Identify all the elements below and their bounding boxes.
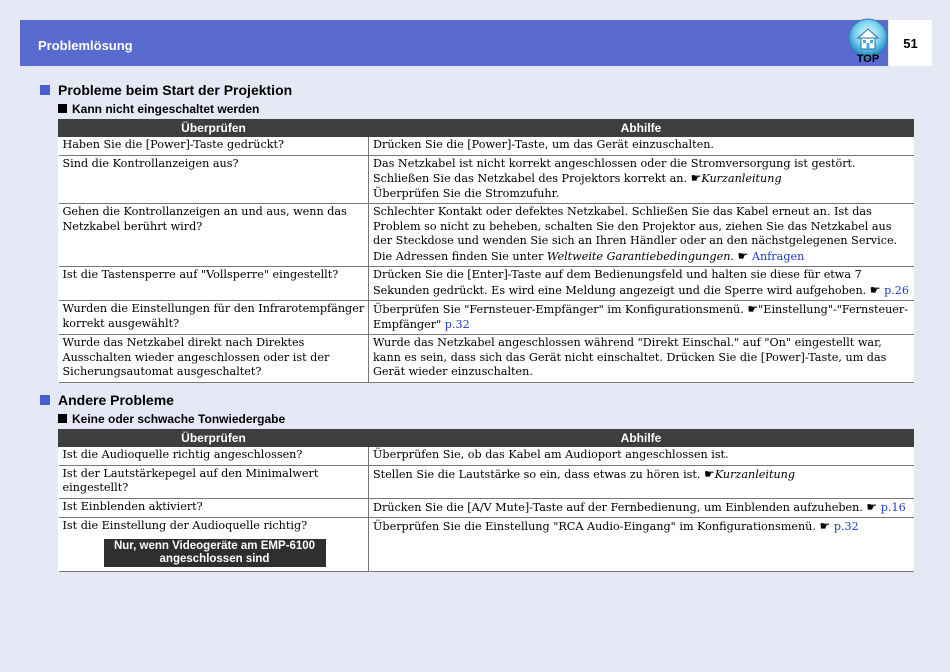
sound-troubleshooting-table — [58, 429, 914, 572]
remedy-cell: Schlechter Kontakt oder defektes Netzkabel. Schließen Sie das Kabel erneut an. Ist das Problem so nicht zu beheben, schalten Sie den Projektor aus, ziehen Sie das Netzkabel aus der Steckdose und wenden Sie sich an Ihren Händler oder an den nächstgelegenen Service. Die Adressen finden Sie unter Weltweite Garantiebedingungen. ☛ Anfragen — [369, 204, 914, 267]
column-header-remedy: Abhilfe — [369, 430, 914, 447]
section-heading-other — [40, 392, 174, 408]
subsection-heading-power — [58, 102, 259, 116]
section-title: Andere Probleme — [58, 392, 174, 408]
check-cell: Ist die Audioquelle richtig angeschlossen? — [59, 447, 369, 466]
table-header-row — [59, 430, 914, 447]
pointing-hand-icon: ☛ — [747, 302, 759, 316]
header-title: Problemlösung — [38, 38, 133, 53]
top-label: TOP — [856, 53, 880, 65]
link-page-26[interactable]: p.26 — [884, 283, 910, 297]
subsection-heading-sound — [58, 412, 285, 426]
table-row — [59, 267, 914, 301]
table-row — [59, 155, 914, 204]
page-number-box — [889, 20, 932, 66]
check-cell: Sind die Kontrollanzeigen aus? — [59, 155, 369, 204]
table-row — [59, 301, 914, 335]
table-row — [59, 204, 914, 267]
table-row — [59, 518, 914, 572]
page-number: 51 — [903, 36, 918, 51]
table-row — [59, 498, 914, 518]
table-row — [59, 137, 914, 156]
remedy-cell: Überprüfen Sie die Einstellung "RCA Audio-Eingang" im Konfigurationsmenü. ☛ p.32 — [369, 518, 914, 572]
remedy-cell: Wurde das Netzkabel angeschlossen während "Direkt Einschal." auf "On" eingestellt war, kann es sein, dass sich das Gerät nicht einschaltet. Drücken Sie die [Power]-Taste, um das Gerät wieder einzuschalten. — [369, 335, 914, 383]
table-row — [59, 335, 914, 383]
pointing-hand-icon: ☛ — [737, 248, 749, 263]
table-header-row — [59, 120, 914, 137]
link-page-32[interactable]: p.32 — [444, 317, 470, 331]
remedy-cell: Stellen Sie die Lautstärke so ein, dass etwas zu hören ist. ☛Kurzanleitung — [369, 465, 914, 498]
check-cell: Ist die Tastensperre auf "Vollsperre" eingestellt? — [59, 267, 369, 301]
remedy-cell: Drücken Sie die [Enter]-Taste auf dem Bedienungsfeld und halten sie diese für etwa 7 Sekunden gedrückt. Es wird eine Meldung angezeigt und die Sperre wird aufgehoben. ☛ p.26 — [369, 267, 914, 301]
house-icon — [845, 18, 891, 58]
square-bullet-icon — [40, 85, 50, 95]
pointing-hand-icon: ☛ — [690, 171, 702, 185]
link-page-16[interactable]: p.16 — [880, 500, 906, 514]
top-button[interactable] — [845, 18, 891, 66]
reference-kurzanleitung: Kurzanleitung — [714, 467, 796, 481]
section-heading-startup — [40, 82, 292, 98]
remedy-cell: Überprüfen Sie "Fernsteuer-Empfänger" im Konfigurationsmenü. ☛"Einstellung"-"Fernsteuer-Empfänger" p.32 — [369, 301, 914, 335]
pointing-hand-icon: ☛ — [819, 519, 831, 533]
check-cell: Ist die Einstellung der Audioquelle richtig? Nur, wenn Videogeräte am EMP-6100 angeschlossen sind — [59, 518, 369, 572]
subsection-title: Kann nicht eingeschaltet werden — [72, 102, 260, 116]
table-row — [59, 447, 914, 466]
column-header-remedy: Abhilfe — [369, 120, 914, 137]
check-cell: Haben Sie die [Power]-Taste gedrückt? — [59, 137, 369, 156]
check-cell: Ist der Lautstärkepegel auf den Minimalwert eingestellt? — [59, 465, 369, 498]
pointing-hand-icon: ☛ — [869, 282, 881, 297]
reference-kurzanleitung: Kurzanleitung — [701, 172, 782, 185]
model-note-badge: Nur, wenn Videogeräte am EMP-6100 angeschlossen sind — [104, 539, 326, 567]
subsection-title: Keine oder schwache Tonwiedergabe — [72, 412, 286, 426]
black-square-icon — [58, 104, 67, 113]
column-header-check: Überprüfen — [59, 120, 369, 137]
link-page-32[interactable]: p.32 — [833, 520, 859, 533]
link-anfragen[interactable]: Anfragen — [751, 249, 805, 263]
reference-warranty: Weltweite Garantiebedingungen — [546, 249, 731, 263]
header-bar — [20, 20, 888, 66]
remedy-cell: Das Netzkabel ist nicht korrekt angeschlossen oder die Stromversorgung ist gestört. Schließen Sie das Netzkabel des Projektors korrekt an. ☛Kurzanleitung Überprüfen Sie die Stromzufuhr. — [369, 155, 914, 204]
black-square-icon — [58, 414, 67, 423]
table-row — [59, 465, 914, 498]
section-title: Probleme beim Start der Projektion — [58, 82, 293, 98]
check-cell: Wurden die Einstellungen für den Infrarotempfänger korrekt ausgewählt? — [59, 301, 369, 335]
startup-troubleshooting-table — [58, 119, 914, 383]
check-cell: Ist Einblenden aktiviert? — [59, 498, 369, 518]
remedy-cell: Drücken Sie die [Power]-Taste, um das Gerät einzuschalten. — [369, 137, 914, 156]
check-cell: Wurde das Netzkabel direkt nach Direktes Ausschalten wieder angeschlossen oder ist der Sicherungsautomat ausgeschaltet? — [59, 335, 369, 383]
remedy-cell: Drücken Sie die [A/V Mute]-Taste auf der Fernbedienung, um Einblenden aufzuheben. ☛ p.16 — [369, 498, 914, 518]
column-header-check: Überprüfen — [59, 430, 369, 447]
pointing-hand-icon: ☛ — [866, 499, 878, 514]
check-cell: Gehen die Kontrollanzeigen an und aus, wenn das Netzkabel berührt wird? — [59, 204, 369, 267]
square-bullet-icon — [40, 395, 50, 405]
pointing-hand-icon: ☛ — [704, 466, 715, 481]
remedy-cell: Überprüfen Sie, ob das Kabel am Audioport angeschlossen ist. — [369, 447, 914, 466]
